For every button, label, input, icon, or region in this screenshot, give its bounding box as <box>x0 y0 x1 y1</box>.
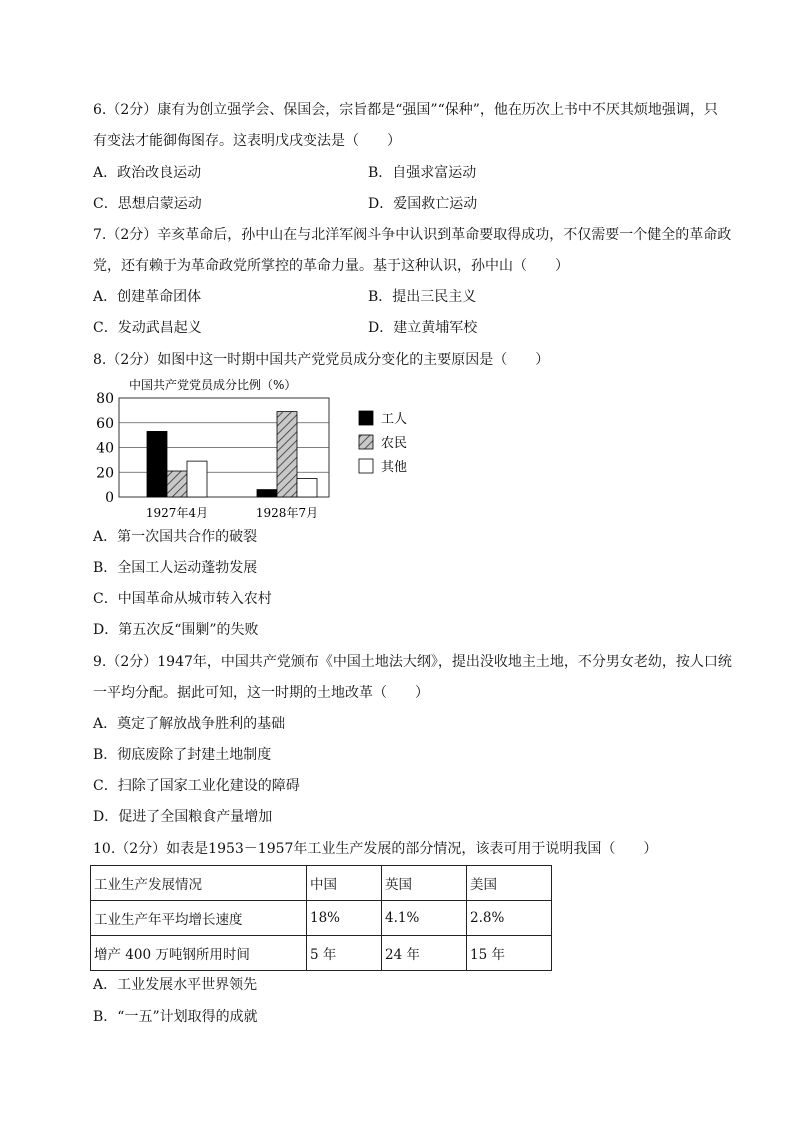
table-cell: 工业生产年平均增长速度 <box>91 901 307 936</box>
q8-option-c[interactable]: C．中国革命从城市转入农村 <box>93 591 272 607</box>
table-header-cell: 英国 <box>382 866 467 901</box>
q6-option-a[interactable]: A．政治改良运动 <box>93 165 202 181</box>
q10-stem-line1: 10.（2分）如表是1953－1957年工业生产发展的部分情况，该表可用于说明我国（ ） <box>93 841 658 857</box>
table-cell: 2.8% <box>467 901 552 936</box>
q8-option-b[interactable]: B．全国工人运动蓬勃发展 <box>93 560 258 576</box>
bar-农民-1927年4月 <box>167 471 187 497</box>
q8-option-a[interactable]: A．第一次国共合作的破裂 <box>93 529 258 545</box>
table-cell: 5 年 <box>307 936 382 971</box>
q9-option-c[interactable]: C．扫除了国家工业化建设的障碍 <box>93 778 300 794</box>
q6-stem-line1: 6.（2分）康有为创立强学会、保国会，宗旨都是“强国”“保种”，他在历次上书中不厌其烦地强调，只 <box>93 102 718 118</box>
table-cell: 15 年 <box>467 936 552 971</box>
bar-其他-1928年7月 <box>297 478 317 497</box>
table-header-cell: 中国 <box>307 866 382 901</box>
table-header-cell: 工业生产发展情况 <box>91 866 307 901</box>
q7-option-b[interactable]: B．提出三民主义 <box>368 289 477 305</box>
legend-swatch <box>359 435 373 449</box>
q6-option-b[interactable]: B．自强求富运动 <box>368 165 477 181</box>
bar-工人-1927年4月 <box>147 431 167 497</box>
y-tick-label: 0 <box>105 490 114 506</box>
chart-legend <box>359 411 407 475</box>
y-axis-ticks <box>96 391 114 506</box>
legend-label: 工人 <box>381 412 408 427</box>
q6-option-c[interactable]: C．思想启蒙运动 <box>93 196 202 212</box>
q9-stem-line2: 一平均分配。据此可知，这一时期的土地改革（ ） <box>93 685 429 701</box>
q9-stem-line1: 9.（2分）1947年，中国共产党颁布《中国土地法大纲》，提出没收地主土地，不分男女老幼，按人口统 <box>93 654 732 670</box>
legend-label: 农民 <box>381 436 408 451</box>
party-composition-chart <box>93 372 433 522</box>
table-row <box>91 936 552 971</box>
table-cell: 4.1% <box>382 901 467 936</box>
y-tick-label: 60 <box>96 415 114 432</box>
q7-option-d[interactable]: D．建立黄埔军校 <box>368 320 478 336</box>
table-cell: 24 年 <box>382 936 467 971</box>
q9-option-d[interactable]: D．促进了全国粮食产量增加 <box>93 809 273 825</box>
legend-swatch <box>359 459 373 473</box>
q10-option-b[interactable]: B．“一五”计划取得的成就 <box>93 1009 258 1025</box>
x-tick-label: 1927年4月 <box>145 506 209 520</box>
legend-label: 其他 <box>381 460 408 475</box>
q7-stem-line1: 7.（2分）辛亥革命后，孙中山在与北洋军阀斗争中认识到革命要取得成功，不仅需要一个健全的革命政 <box>93 227 732 243</box>
y-tick-label: 20 <box>96 465 114 482</box>
q7-stem-line2: 党，还有赖于为革命政党所掌控的革命力量。基于这种认识，孙中山（ ） <box>93 258 569 274</box>
q10-option-a[interactable]: A．工业发展水平世界领先 <box>93 977 258 993</box>
q8-option-d[interactable]: D．第五次反“围剿”的失败 <box>93 622 259 638</box>
x-axis-labels <box>146 505 318 520</box>
q9-option-a[interactable]: A．奠定了解放战争胜利的基础 <box>93 716 286 732</box>
bar-农民-1928年7月 <box>277 412 297 497</box>
table-header-row <box>91 866 552 901</box>
q8-stem-line1: 8.（2分）如图中这一时期中国共产党党员成分变化的主要原因是（ ） <box>93 352 550 368</box>
chart-bars <box>147 412 317 497</box>
industry-table <box>90 865 552 971</box>
q9-option-b[interactable]: B．彻底废除了封建土地制度 <box>93 747 272 763</box>
y-tick-label: 40 <box>96 440 114 457</box>
x-tick-label: 1928年7月 <box>255 506 319 520</box>
bar-其他-1927年4月 <box>187 461 207 497</box>
table-cell: 增产 400 万吨钢所用时间 <box>91 936 307 971</box>
q6-option-d[interactable]: D．爱国救亡运动 <box>368 196 478 212</box>
q7-option-a[interactable]: A．创建革命团体 <box>93 289 202 305</box>
chart-title: 中国共产党党员成分比例（%） <box>129 378 297 392</box>
bar-工人-1928年7月 <box>257 490 277 497</box>
q7-option-c[interactable]: C．发动武昌起义 <box>93 320 202 336</box>
legend-swatch <box>359 411 373 425</box>
table-row <box>91 901 552 936</box>
y-tick-label: 80 <box>96 391 114 407</box>
table-cell: 18% <box>307 901 382 936</box>
table-header-cell: 美国 <box>467 866 552 901</box>
q6-stem-line2: 有变法才能御侮图存。这表明戊戌变法是（ ） <box>93 133 401 149</box>
